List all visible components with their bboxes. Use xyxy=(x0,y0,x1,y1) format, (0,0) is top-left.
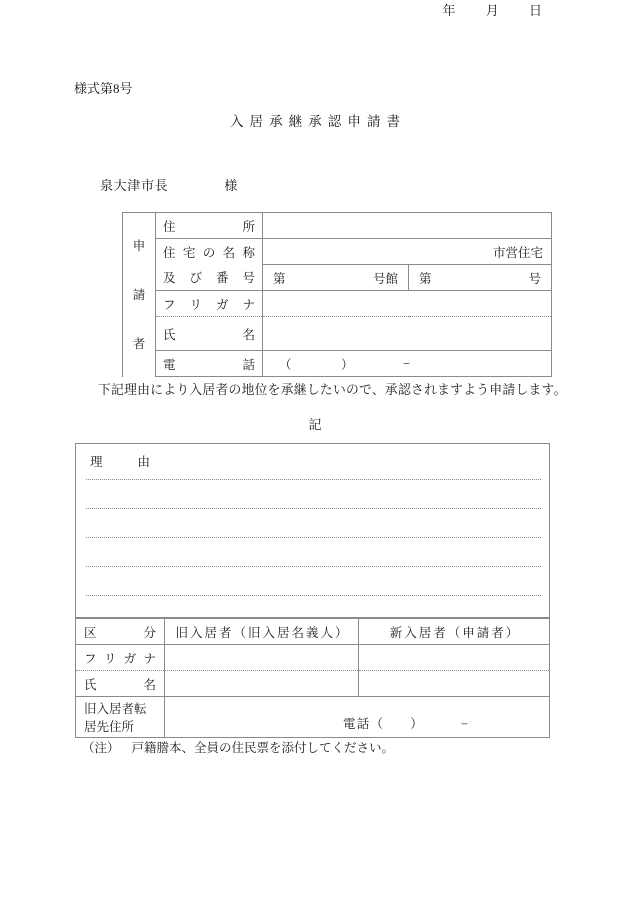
note-line xyxy=(82,738,394,756)
date-line xyxy=(0,0,630,19)
table-row xyxy=(76,619,550,645)
building-number-input[interactable] xyxy=(263,265,409,291)
note-text: 戸籍謄本、全員の住民票を添付してください。 xyxy=(131,741,395,755)
building-prefix: 第 xyxy=(273,271,286,286)
new-resident-furigana-input[interactable] xyxy=(359,645,550,671)
address-input[interactable] xyxy=(263,213,552,239)
old-address-phone xyxy=(343,714,468,732)
room-number-input[interactable] xyxy=(409,265,552,291)
housing-name-label-cell xyxy=(156,239,263,265)
housing-name-input[interactable] xyxy=(263,239,552,265)
old-phone-dash: − xyxy=(460,717,468,731)
date-month-label: 月 xyxy=(485,3,499,18)
side-label-char-3: 者 xyxy=(132,336,146,351)
table-row xyxy=(123,239,552,265)
room-suffix: 号 xyxy=(528,271,541,286)
reason-box[interactable] xyxy=(75,443,550,618)
name-input[interactable] xyxy=(263,317,552,351)
table-row xyxy=(123,265,552,291)
reason-rule xyxy=(86,508,541,509)
housing-number-char-3: 番 xyxy=(215,271,229,286)
date-day-label: 日 xyxy=(528,3,542,18)
reason-rule xyxy=(86,537,541,538)
old-phone-label: 電話（ xyxy=(343,717,385,731)
transfer-furigana-char-4: ナ xyxy=(143,651,156,666)
housing-name-char-2: 宅 xyxy=(182,245,196,260)
phone-dash: − xyxy=(403,356,411,370)
statement-text: 下記理由により入居者の地位を承継したいので、承認されますよう申請します。 xyxy=(98,383,567,397)
furigana-input[interactable] xyxy=(263,291,552,317)
phone-char-2: 話 xyxy=(242,357,255,372)
transfer-name-char-1: 氏 xyxy=(84,677,97,692)
new-resident-name-input[interactable] xyxy=(359,671,550,697)
reason-label: 理 由 xyxy=(90,455,162,469)
address-label-char-2: 所 xyxy=(242,219,255,234)
addressee-honorific: 様 xyxy=(224,178,238,193)
phone-open-paren: （ xyxy=(279,357,292,372)
furigana-char-3: ガ xyxy=(215,297,229,312)
old-resident-header: 旧入居者（旧入居名義人） xyxy=(165,619,359,645)
table-row xyxy=(76,671,550,697)
category-char-2: 分 xyxy=(143,625,156,640)
transfer-furigana-label-cell xyxy=(76,645,165,671)
category-header-cell xyxy=(76,619,165,645)
transfer-table xyxy=(75,618,550,738)
addressee xyxy=(100,175,237,194)
phone-label-cell xyxy=(156,351,263,377)
phone-close-paren: ） xyxy=(341,357,354,372)
reason-rule xyxy=(86,595,541,596)
side-label-char-1: 申 xyxy=(132,238,146,253)
table-row xyxy=(123,291,552,317)
furigana-label-cell xyxy=(156,291,263,317)
housing-number-char-2: び xyxy=(189,271,202,286)
building-suffix: 号館 xyxy=(372,271,398,286)
furigana-char-4: ナ xyxy=(242,297,255,312)
kiji-heading: 記 xyxy=(308,417,322,432)
name-label-cell xyxy=(156,317,263,351)
housing-name-char-5: 称 xyxy=(242,245,255,260)
reason-rule xyxy=(86,479,541,480)
table-row xyxy=(76,697,550,738)
housing-name-char-1: 住 xyxy=(163,245,176,260)
addressee-name: 泉大津市長 xyxy=(100,178,169,193)
new-resident-header: 新入居者（申請者） xyxy=(359,619,550,645)
table-row xyxy=(76,645,550,671)
category-char-1: 区 xyxy=(84,625,97,640)
furigana-char-1: フ xyxy=(163,297,176,312)
date-year-label: 年 xyxy=(442,3,456,18)
housing-number-char-1: 及 xyxy=(163,271,176,286)
page-title: 入居承継承認申請書 xyxy=(229,114,407,129)
old-phone-close: ） xyxy=(410,717,423,731)
old-address-input[interactable] xyxy=(165,697,550,738)
furigana-char-2: リ xyxy=(189,297,202,312)
table-row xyxy=(123,213,552,239)
housing-number-label-cell xyxy=(156,265,263,291)
transfer-name-char-2: 名 xyxy=(143,677,156,692)
form-number: 様式第8号 xyxy=(74,81,133,96)
address-label-char-1: 住 xyxy=(163,219,176,234)
housing-name-char-3: の xyxy=(202,245,216,260)
housing-number-char-4: 号 xyxy=(242,271,255,286)
note-marker: （注） xyxy=(82,741,120,755)
phone-input[interactable] xyxy=(263,351,552,377)
name-char-2: 名 xyxy=(242,327,255,342)
old-resident-name-input[interactable] xyxy=(165,671,359,697)
transfer-furigana-char-3: ガ xyxy=(123,651,137,666)
reason-rule xyxy=(86,566,541,567)
transfer-name-label-cell xyxy=(76,671,165,697)
old-resident-furigana-input[interactable] xyxy=(165,645,359,671)
side-label-char-2: 請 xyxy=(132,287,146,302)
table-row xyxy=(123,317,552,351)
municipal-housing-suffix: 市営住宅 xyxy=(492,245,543,260)
housing-name-char-4: 名 xyxy=(222,245,236,260)
applicant-side-label xyxy=(123,213,156,377)
transfer-furigana-char-2: リ xyxy=(103,651,117,666)
name-char-1: 氏 xyxy=(163,327,176,342)
phone-char-1: 電 xyxy=(163,357,176,372)
table-row xyxy=(123,351,552,377)
applicant-table xyxy=(122,212,552,377)
room-prefix: 第 xyxy=(419,271,432,286)
transfer-furigana-char-1: フ xyxy=(84,651,97,666)
old-address-label: 旧入居者転居先住所 xyxy=(76,697,165,738)
address-label-cell xyxy=(156,213,263,239)
